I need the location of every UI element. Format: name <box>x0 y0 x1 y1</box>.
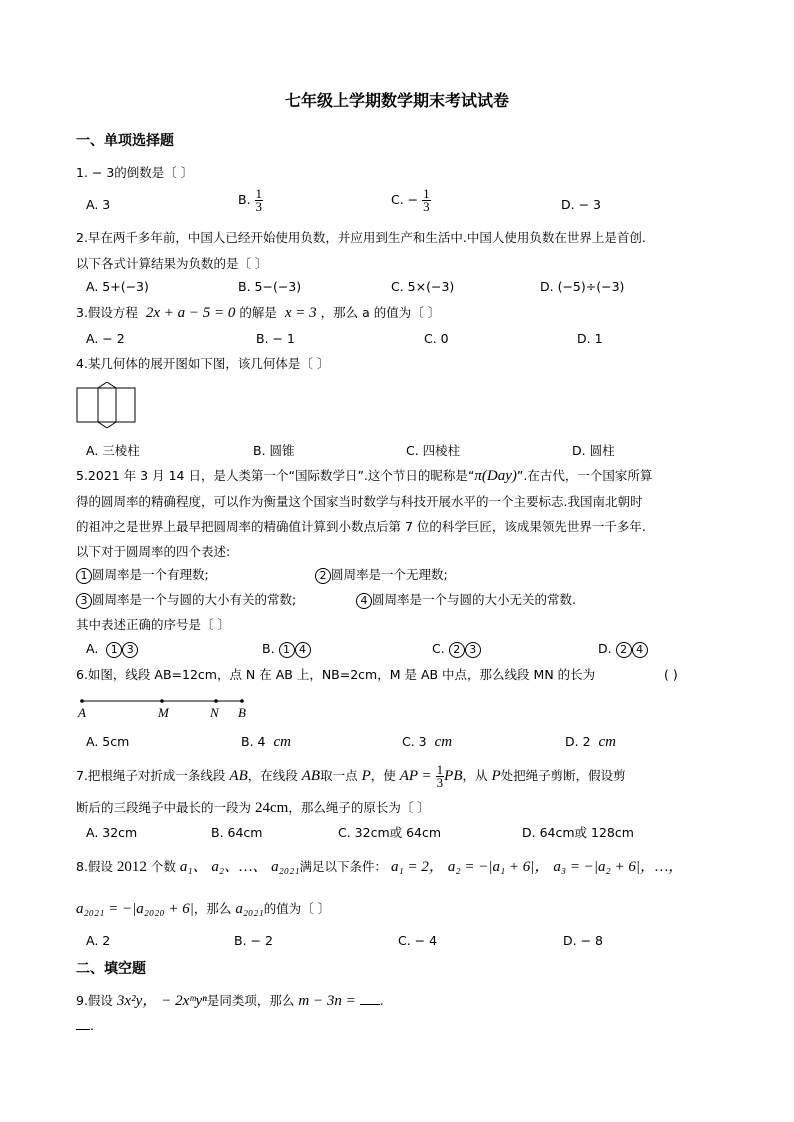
q5-option-d: D. 2 4 <box>598 641 648 658</box>
q8-option-a: A. 2 <box>86 933 111 948</box>
q5-option-a: A. 1 3 <box>86 641 138 658</box>
q3-option-a: A. − 2 <box>86 331 125 346</box>
question-5-line-4: 以下对于圆周率的四个表述: <box>76 544 231 559</box>
q1-option-b: B. $\frac{1}{3}$ <box>238 186 263 214</box>
question-1-stem: 1. − 3的倒数是〔 〕 <box>76 165 194 180</box>
q6-answer-paren: ( ) <box>664 667 678 682</box>
q2-option-c: C. 5×(−3) <box>391 279 455 294</box>
q1-option-d: D. − 3 <box>561 197 601 212</box>
q1-option-a: A. 3 <box>86 197 111 212</box>
q4-option-d: D. 圆柱 <box>572 443 615 458</box>
point-label-m: M <box>158 705 169 720</box>
q2-option-a: A. 5+(−3) <box>86 279 149 294</box>
question-5-line-2: 得的圆周率的精确程度，可以作为衡量这个国家当时数学与科技开展水平的一个主要标志.我国南北朝时 <box>76 494 643 509</box>
section-heading-single-choice: 一、单项选择题 <box>76 133 174 149</box>
q8-option-d: D. − 8 <box>563 933 603 948</box>
trailing-blank: . <box>76 1018 94 1034</box>
question-4-stem: 4.某几何体的展开图如下图，该几何体是〔 〕 <box>76 356 330 371</box>
point-label-n: N <box>210 705 219 720</box>
question-8-line-1: 8.假设 2012 个数 a₁、 a₂、…、 a₂₀₂₁满足以下条件： a₁ = 2， a₂ = −|a₁ + 6|， a₃ = −|a₂ + 6|，…， <box>76 859 684 875</box>
q5-statement-2: 2 圆周率是一个无理数; <box>315 567 448 584</box>
question-7-line-2: 断后的三段绳子中最长的一段为 24cm，那么绳子的原长为〔 〕 <box>76 800 430 816</box>
point-label-b: B <box>238 705 246 720</box>
q6-option-a: A. 5cm <box>86 734 130 749</box>
q5-option-b: B. 1 4 <box>262 641 311 658</box>
q3-option-b: B. − 1 <box>256 331 295 346</box>
question-6-stem: 6.如图，线段 AB=12cm，点 N 在 AB 上，NB=2cm，M 是 AB 中点，那么线段 MN 的长为 <box>76 667 596 682</box>
question-2-line-1: 2.早在两千多年前，中国人已经开始使用负数，并应用到生产和生活中.中国人使用负数在世界上是首创. <box>76 230 646 245</box>
section-heading-fill-blank: 二、填空题 <box>76 961 146 977</box>
prism-net-figure <box>76 382 140 428</box>
q7-option-d: D. 64cm或 128cm <box>522 825 634 840</box>
q6-option-c: C. 3 cm <box>402 734 453 750</box>
question-8-line-2: a₂₀₂₁ = −|a₂₀₂₀ + 6|，那么 a₂₀₂₁的值为〔 〕 <box>76 901 331 917</box>
q5-option-c: C. 2 3 <box>432 641 481 658</box>
question-5-ask: 其中表述正确的序号是〔 〕 <box>76 617 230 632</box>
line-segment-figure <box>76 695 256 723</box>
q7-option-b: B. 64cm <box>211 825 263 840</box>
q5-statement-1: 1 圆周率是一个有理数; <box>76 567 209 584</box>
q6-option-b: B. 4 cm <box>241 734 291 750</box>
question-5-line-3: 的祖冲之是世界上最早把圆周率的精确值计算到小数点后第 7 位的科学巨匠，该成果领先世界一千多年. <box>76 519 646 534</box>
page-title: 七年级上学期数学期末考试试卷 <box>284 91 509 110</box>
q4-option-a: A. 三棱柱 <box>86 443 140 458</box>
q3-option-c: C. 0 <box>424 331 449 346</box>
q3-option-d: D. 1 <box>577 331 603 346</box>
q5-statement-4: 4 圆周率是一个与圆的大小无关的常数. <box>356 592 576 609</box>
question-5-line-1: 5.2021 年 3 月 14 日，是人类第一个“国际数学日”.这个节日的昵称是“π(Day)”.在古代，一个国家所算 <box>76 468 653 484</box>
q4-option-c: C. 四棱柱 <box>406 443 461 458</box>
q4-option-b: B. 圆锥 <box>253 443 295 458</box>
q2-option-d: D. (−5)÷(−3) <box>540 279 625 294</box>
q5-statement-3: 3 圆周率是一个与圆的大小有关的常数; <box>76 592 296 609</box>
question-3-stem: 3.假设方程 2x + a − 5 = 0 的解是 x = 3 ，那么 a 的值为〔 〕 <box>76 305 441 321</box>
point-label-a: A <box>78 705 86 720</box>
q6-option-d: D. 2 cm <box>565 734 616 750</box>
answer-blank[interactable] <box>360 994 380 1005</box>
question-7-line-1: 7.把根绳子对折成一条线段 AB，在线段 AB取一点 P，使 AP = $\frac{1}{3}$ PB，从 P处把绳子剪断，假设剪 <box>76 762 626 790</box>
q7-option-a: A. 32cm <box>86 825 138 840</box>
q7-option-c: C. 32cm或 64cm <box>338 825 442 840</box>
q1-option-c: C. − $\frac{1}{3}$ <box>391 186 430 214</box>
q8-option-b: B. − 2 <box>234 933 273 948</box>
q8-option-c: C. − 4 <box>398 933 438 948</box>
q2-option-b: B. 5−(−3) <box>238 279 302 294</box>
question-9-stem: 9.假设 3x²y， − 2xᵐyⁿ是同类项，那么 m − 3n = . <box>76 993 384 1009</box>
question-2-line-2: 以下各式计算结果为负数的是〔 〕 <box>76 256 268 271</box>
